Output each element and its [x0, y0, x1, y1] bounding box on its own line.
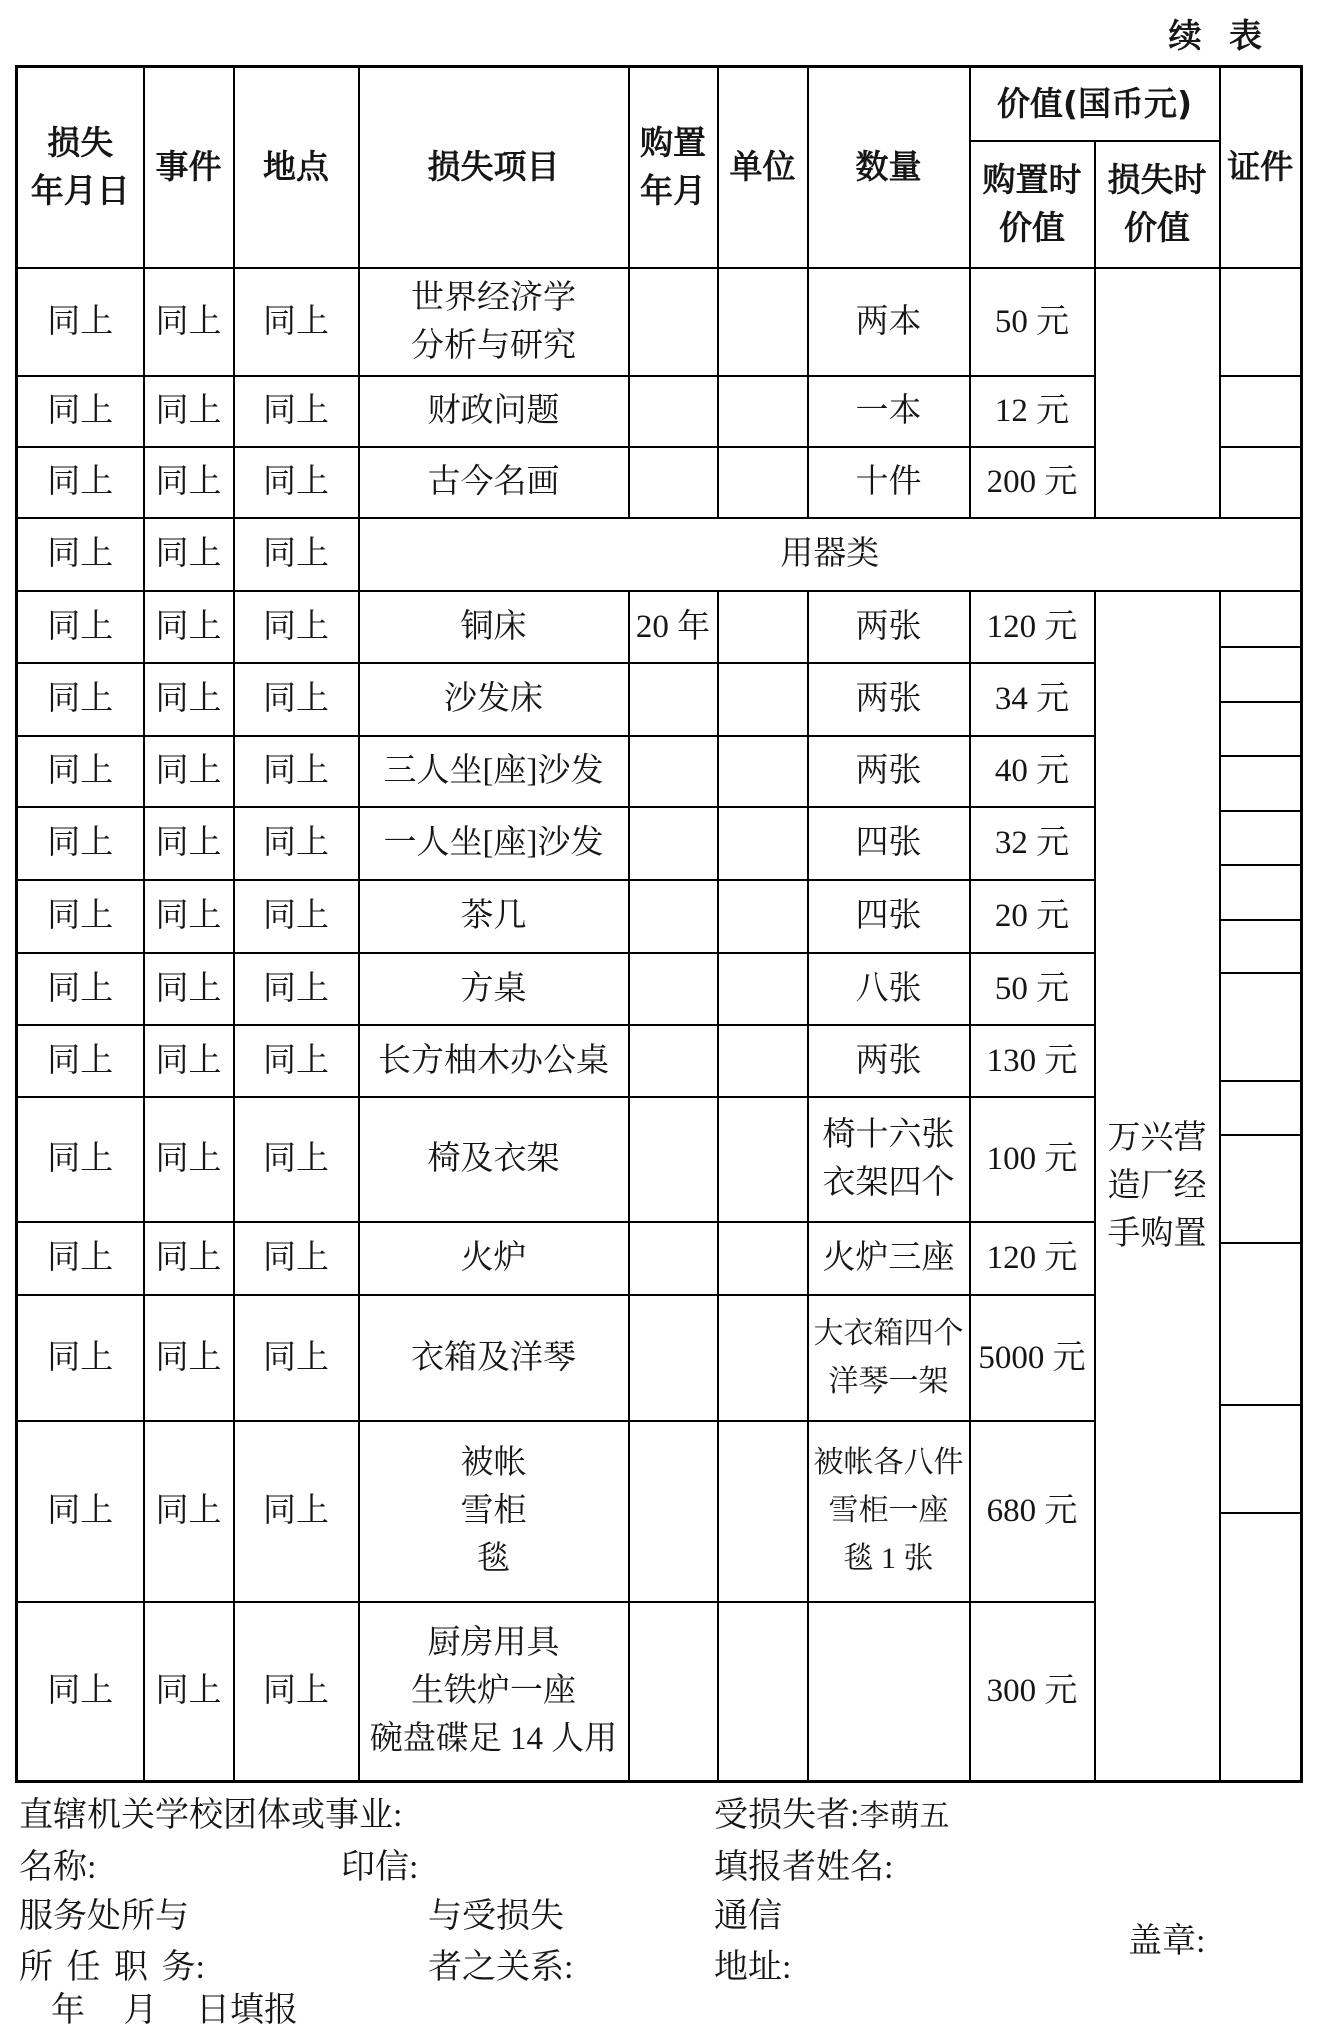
loss-item-line: 分析与研究: [411, 327, 576, 364]
purchase-value-text: 20 元: [994, 898, 1070, 934]
loss-item-line: 被帐: [460, 1445, 527, 1481]
loss-item-line: 铜床: [460, 608, 527, 645]
loss-date-text: 同上: [47, 753, 114, 789]
header-value-group: [970, 67, 1220, 141]
location-cell: [234, 663, 359, 736]
relation-label-line2: 者之关系:: [428, 1949, 574, 1986]
event-text: 同上: [155, 393, 222, 429]
victim-label: 受损失者:: [714, 1797, 860, 1834]
loss-date-text: 同上: [47, 393, 114, 429]
quantity-cell: [808, 736, 970, 807]
purchase-date-cell: [629, 1421, 718, 1602]
contact-label-line2: 地址:: [714, 1949, 792, 1986]
location-cell: [234, 807, 359, 880]
location-cell: [234, 591, 359, 663]
location-text: 同上: [263, 1141, 329, 1177]
seal-label: 印信:: [341, 1849, 419, 1886]
loss-date-text: 同上: [47, 681, 114, 717]
quantity-cell: [808, 1097, 970, 1222]
location-cell: [234, 1421, 359, 1602]
purchase-date-cell: [629, 447, 718, 518]
certificate-divider: [1221, 919, 1301, 921]
event-cell: [144, 376, 234, 447]
event-text: 同上: [155, 303, 222, 340]
certificate-divider: [1221, 1404, 1301, 1406]
header-loss-value: [1095, 141, 1220, 268]
quantity-line: 雪柜一座: [828, 1494, 949, 1527]
loss-date-cell: [17, 1295, 144, 1421]
event-cell: [144, 880, 234, 953]
loss-date-cell: [17, 518, 144, 591]
quantity-line: 四张: [855, 825, 922, 861]
event-text: 同上: [155, 1240, 222, 1276]
purchase-value-text: 200 元: [986, 464, 1078, 500]
loss-item-cell: [359, 953, 629, 1025]
location-text: 同上: [263, 393, 329, 429]
loss-date-text: 同上: [47, 303, 114, 340]
loss-date-cell: [17, 1097, 144, 1222]
location-text: 同上: [263, 1240, 329, 1276]
loss-item-line: 碗盘碟足 14 人用: [369, 1721, 618, 1758]
date-label: 年 月 日填报: [51, 1992, 298, 2029]
quantity-line: 毯 1 张: [843, 1542, 934, 1575]
quantity-line: 被帐各八件: [813, 1446, 964, 1479]
unit-cell: [718, 953, 808, 1025]
category-cell: [359, 518, 1302, 591]
purchase-date-text: 20 年: [635, 608, 711, 645]
loss-date-cell: [17, 736, 144, 807]
loss-value-line: 造厂经: [1107, 1167, 1207, 1204]
position-label: 所 任 职 务:: [19, 1949, 205, 1986]
quantity-cell: [808, 953, 970, 1025]
location-cell: [234, 953, 359, 1025]
loss-item-line: 茶几: [460, 898, 527, 934]
purchase-date-cell: [629, 376, 718, 447]
unit-cell: [718, 663, 808, 736]
unit-cell: [718, 1602, 808, 1782]
header-line: 损失: [47, 123, 114, 163]
location-cell: [234, 518, 359, 591]
purchase-date-cell: [629, 663, 718, 736]
loss-date-cell: [17, 880, 144, 953]
header-purchase-value: [970, 141, 1095, 268]
header-row: [17, 67, 1302, 141]
location-text: 同上: [263, 1493, 329, 1529]
loss-date-text: 同上: [47, 1240, 114, 1276]
quantity-line: 两张: [855, 753, 922, 789]
quantity-cell: [808, 591, 970, 663]
purchase-value-cell: [970, 1421, 1095, 1602]
purchase-date-cell: [629, 1025, 718, 1097]
purchase-value-text: 50 元: [994, 970, 1070, 1007]
location-cell: [234, 376, 359, 447]
location-cell: [234, 1222, 359, 1295]
event-text: 同上: [155, 898, 222, 934]
purchase-date-cell: [629, 1222, 718, 1295]
purchase-value-text: 34 元: [994, 681, 1070, 717]
loss-item-cell: [359, 1421, 629, 1602]
event-text: 同上: [155, 608, 222, 645]
header-line: 事件: [155, 147, 222, 187]
location-cell: [234, 1295, 359, 1421]
purchase-value-cell: [970, 268, 1095, 376]
event-cell: [144, 736, 234, 807]
loss-item-cell: [359, 736, 629, 807]
header-line: 价值: [1124, 208, 1190, 247]
quantity-cell: [808, 807, 970, 880]
unit-cell: [718, 1097, 808, 1222]
quantity-line: 衣架四个: [822, 1165, 955, 1201]
header-line: 购置时: [982, 160, 1082, 199]
loss-table: [15, 65, 1303, 1783]
purchase-value-cell: [970, 1222, 1095, 1295]
header-line: 年月: [640, 171, 706, 211]
unit-cell: [718, 447, 808, 518]
loss-item-line: 衣箱及洋琴: [411, 1339, 576, 1376]
loss-value-cell: [1095, 268, 1220, 518]
loss-item-line: 古今名画: [427, 464, 560, 500]
header-loss-date: [17, 67, 144, 268]
unit-cell: [718, 736, 808, 807]
loss-item-line: 长方柚木办公桌: [378, 1042, 609, 1079]
quantity-cell: [808, 880, 970, 953]
header-unit: [718, 67, 808, 268]
table-body: [17, 268, 1302, 1782]
header-location: [234, 67, 359, 268]
purchase-date-cell: [629, 736, 718, 807]
contact-label-line1: 通信: [714, 1898, 782, 1935]
loss-date-text: 同上: [47, 970, 114, 1007]
location-cell: [234, 1025, 359, 1097]
relation-label-line1: 与受损失: [428, 1898, 564, 1935]
quantity-line: 火炉三座: [822, 1240, 955, 1276]
quantity-cell: [808, 1025, 970, 1097]
event-cell: [144, 1421, 234, 1602]
quantity-cell: [808, 1421, 970, 1602]
purchase-value-cell: [970, 953, 1095, 1025]
event-text: 同上: [155, 753, 222, 789]
purchase-value-cell: [970, 663, 1095, 736]
location-text: 同上: [263, 464, 329, 500]
loss-item-line: 三人坐[座]沙发: [383, 753, 604, 789]
victim-field: [714, 1799, 949, 1834]
unit-cell: [718, 376, 808, 447]
name-label: 名称:: [19, 1849, 97, 1886]
loss-date-cell: [17, 447, 144, 518]
purchase-date-cell: [629, 1602, 718, 1782]
loss-date-text: 同上: [47, 1339, 114, 1376]
unit-cell: [718, 591, 808, 663]
quantity-line: 一本: [855, 393, 922, 429]
loss-date-text: 同上: [47, 825, 114, 861]
loss-date-text: 同上: [47, 1673, 114, 1710]
loss-item-line: 财政问题: [427, 393, 560, 429]
loss-date-text: 同上: [47, 608, 114, 645]
table-header: [17, 67, 1302, 268]
loss-item-cell: [359, 376, 629, 447]
quantity-line: 十件: [855, 464, 922, 500]
purchase-value-text: 100 元: [986, 1141, 1078, 1177]
loss-date-cell: [17, 807, 144, 880]
header-certificate: [1220, 67, 1302, 268]
purchase-value-cell: [970, 1295, 1095, 1421]
purchase-date-cell: [629, 1097, 718, 1222]
loss-item-line: 火炉: [460, 1240, 527, 1276]
location-text: 同上: [263, 898, 329, 934]
header-line: 年月日: [30, 171, 130, 211]
header-loss-item: [359, 67, 629, 268]
loss-item-cell: [359, 268, 629, 376]
loss-item-cell: [359, 1295, 629, 1421]
unit-cell: [718, 268, 808, 376]
purchase-date-cell: [629, 953, 718, 1025]
location-cell: [234, 447, 359, 518]
purchase-value-text: 40 元: [994, 753, 1070, 789]
loss-item-cell: [359, 807, 629, 880]
certificate-divider: [1221, 810, 1301, 812]
event-cell: [144, 591, 234, 663]
quantity-line: 两张: [855, 608, 922, 645]
header-purchase-date: [629, 67, 718, 268]
purchase-date-cell: [629, 880, 718, 953]
event-cell: [144, 447, 234, 518]
loss-item-cell: [359, 1025, 629, 1097]
location-text: 同上: [263, 303, 329, 340]
loss-item-cell: [359, 1097, 629, 1222]
certificate-divider: [1221, 701, 1301, 703]
purchase-value-cell: [970, 736, 1095, 807]
header-line: 单位: [729, 147, 796, 187]
location-text: 同上: [263, 753, 329, 789]
loss-date-cell: [17, 1602, 144, 1782]
event-text: 同上: [155, 1141, 222, 1177]
event-text: 同上: [155, 970, 222, 1007]
certificate-divider: [1221, 972, 1301, 974]
loss-date-text: 同上: [47, 536, 114, 572]
event-cell: [144, 1602, 234, 1782]
certificate-cell: [1220, 268, 1302, 376]
loss-item-line: 一人坐[座]沙发: [383, 825, 604, 861]
location-cell: [234, 1097, 359, 1222]
continuation-label: 续 表: [1168, 16, 1262, 55]
loss-item-line: 生铁炉一座: [411, 1673, 576, 1710]
loss-item-line: 沙发床: [444, 681, 543, 717]
purchase-value-text: 680 元: [986, 1493, 1078, 1529]
loss-item-cell: [359, 1222, 629, 1295]
loss-date-cell: [17, 1421, 144, 1602]
loss-item-cell: [359, 880, 629, 953]
loss-date-cell: [17, 376, 144, 447]
event-text: 同上: [155, 1339, 222, 1376]
loss-date-cell: [17, 591, 144, 663]
location-cell: [234, 1602, 359, 1782]
event-cell: [144, 663, 234, 736]
certificate-divider: [1221, 646, 1301, 648]
category-text: 用器类: [780, 536, 880, 572]
loss-item-cell: [359, 1602, 629, 1782]
loss-item-line: 雪柜: [460, 1493, 527, 1529]
certificate-divider: [1221, 1512, 1301, 1514]
quantity-cell: [808, 1295, 970, 1421]
purchase-value-cell: [970, 1025, 1095, 1097]
loss-date-cell: [17, 268, 144, 376]
victim-name: 李萌五: [859, 1799, 950, 1834]
event-text: 同上: [155, 1493, 222, 1529]
reporter-name-label: 填报者姓名:: [714, 1849, 894, 1886]
event-text: 同上: [155, 464, 222, 500]
stamp-label: 盖章:: [1128, 1923, 1206, 1960]
header-line: 损失时: [1107, 160, 1207, 199]
purchase-value-text: 12 元: [994, 393, 1070, 429]
location-text: 同上: [263, 1339, 329, 1376]
loss-item-line: 椅及衣架: [427, 1141, 560, 1177]
loss-date-cell: [17, 663, 144, 736]
event-cell: [144, 518, 234, 591]
location-text: 同上: [263, 825, 329, 861]
purchase-value-text: 300 元: [986, 1673, 1078, 1710]
location-text: 同上: [263, 1042, 329, 1079]
event-cell: [144, 807, 234, 880]
org-label: 直辖机关学校团体或事业:: [19, 1797, 403, 1834]
loss-item-line: 世界经济学: [411, 279, 576, 316]
loss-value-cell: [1095, 591, 1220, 1782]
certificate-cell: [1220, 376, 1302, 447]
loss-date-text: 同上: [47, 464, 114, 500]
quantity-cell: [808, 663, 970, 736]
certificate-divider: [1221, 1134, 1301, 1136]
purchase-value-text: 130 元: [986, 1042, 1078, 1079]
location-cell: [234, 736, 359, 807]
purchase-value-cell: [970, 1097, 1095, 1222]
quantity-line: 洋琴一架: [828, 1364, 949, 1398]
purchase-date-cell: [629, 591, 718, 663]
loss-date-text: 同上: [47, 1493, 114, 1529]
location-cell: [234, 268, 359, 376]
certificate-divider: [1221, 864, 1301, 866]
unit-cell: [718, 880, 808, 953]
purchase-value-text: 5000 元: [978, 1339, 1086, 1376]
category-row: [17, 518, 1302, 591]
loss-item-line: 毯: [477, 1541, 510, 1577]
purchase-value-cell: [970, 1602, 1095, 1782]
table-row: [17, 591, 1302, 663]
quantity-cell: [808, 1602, 970, 1782]
event-text: 同上: [155, 536, 222, 572]
location-text: 同上: [263, 970, 329, 1007]
loss-date-cell: [17, 1222, 144, 1295]
loss-item-line: 厨房用具: [427, 1625, 560, 1662]
certificate-divider: [1221, 755, 1301, 757]
loss-date-text: 同上: [47, 1141, 114, 1177]
purchase-value-cell: [970, 447, 1095, 518]
purchase-value-cell: [970, 591, 1095, 663]
purchase-value-cell: [970, 807, 1095, 880]
quantity-line: 八张: [855, 970, 922, 1007]
header-line: 地点: [263, 147, 329, 187]
purchase-value-text: 120 元: [986, 1240, 1078, 1276]
purchase-value-text: 32 元: [994, 825, 1070, 861]
loss-value-line: 手购置: [1107, 1215, 1207, 1252]
location-text: 同上: [263, 1673, 329, 1710]
loss-item-cell: [359, 447, 629, 518]
quantity-line: 两张: [855, 681, 922, 717]
event-text: 同上: [155, 825, 222, 861]
certificate-divider: [1221, 1242, 1301, 1244]
header-line: 价值: [999, 208, 1065, 247]
purchase-date-cell: [629, 268, 718, 376]
purchase-value-cell: [970, 376, 1095, 447]
location-cell: [234, 880, 359, 953]
header-line: 数量: [855, 147, 922, 187]
quantity-line: 椅十六张: [822, 1117, 955, 1153]
location-text: 同上: [263, 536, 329, 572]
unit-cell: [718, 1295, 808, 1421]
loss-date-text: 同上: [47, 898, 114, 934]
loss-date-cell: [17, 1025, 144, 1097]
service-place-label: 服务处所与: [19, 1898, 189, 1935]
location-text: 同上: [263, 681, 329, 717]
table-row: [17, 268, 1302, 376]
quantity-cell: [808, 268, 970, 376]
certificate-cell: [1220, 591, 1302, 1782]
quantity-line: 两张: [855, 1042, 922, 1079]
loss-date-cell: [17, 953, 144, 1025]
loss-item-cell: [359, 663, 629, 736]
quantity-line: 两本: [855, 303, 922, 340]
unit-cell: [718, 1222, 808, 1295]
event-text: 同上: [155, 1042, 222, 1079]
event-text: 同上: [155, 681, 222, 717]
loss-value-line: 万兴营: [1107, 1119, 1207, 1156]
event-cell: [144, 268, 234, 376]
event-cell: [144, 1222, 234, 1295]
unit-cell: [718, 807, 808, 880]
purchase-value-text: 120 元: [986, 608, 1078, 645]
certificate-divider: [1221, 1080, 1301, 1082]
event-cell: [144, 1295, 234, 1421]
quantity-cell: [808, 1222, 970, 1295]
header-event: [144, 67, 234, 268]
purchase-date-cell: [629, 1295, 718, 1421]
quantity-line: 四张: [855, 898, 922, 934]
quantity-cell: [808, 447, 970, 518]
event-cell: [144, 1025, 234, 1097]
loss-date-text: 同上: [47, 1042, 114, 1079]
event-cell: [144, 1097, 234, 1222]
header-quantity: [808, 67, 970, 268]
header-line: 价值(国币元): [996, 83, 1193, 123]
loss-item-line: 方桌: [460, 970, 527, 1007]
purchase-date-cell: [629, 807, 718, 880]
purchase-value-text: 50 元: [994, 303, 1070, 340]
quantity-line: 大衣箱四个: [813, 1316, 964, 1350]
purchase-value-cell: [970, 880, 1095, 953]
header-line: 购置: [640, 123, 706, 163]
loss-item-cell: [359, 591, 629, 663]
quantity-cell: [808, 376, 970, 447]
header-line: 损失项目: [427, 147, 560, 187]
certificate-cell: [1220, 447, 1302, 518]
unit-cell: [718, 1025, 808, 1097]
unit-cell: [718, 1421, 808, 1602]
event-cell: [144, 953, 234, 1025]
event-text: 同上: [155, 1673, 222, 1710]
header-line: 证件: [1227, 147, 1294, 187]
location-text: 同上: [263, 608, 329, 645]
